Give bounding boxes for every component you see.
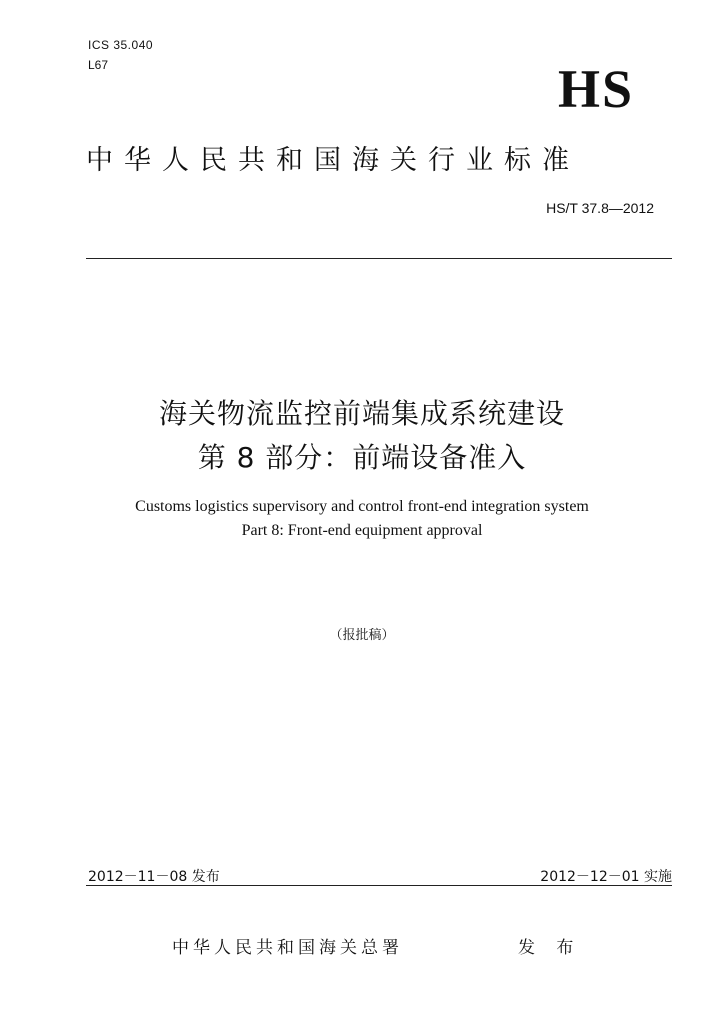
document-title-en-line1: Customs logistics supervisory and control front-end integration system (135, 498, 589, 515)
ics-code: ICS 35.040 (88, 38, 154, 52)
hs-logo: HS (557, 59, 634, 119)
document-title-cn-line2: 第 8 部分：前端设备准入 (197, 441, 527, 474)
draft-note: （报批稿） (329, 628, 395, 643)
document-title-cn-line1: 海关物流监控前端集成系统建设 (158, 397, 565, 430)
issue-label: 发 布 (518, 938, 582, 958)
classification-code: L67 (88, 58, 109, 72)
standard-number: HS/T 37.8—2012 (546, 200, 654, 216)
issuing-authority: 中华人民共和国海关总署 (172, 938, 403, 958)
top-divider (86, 258, 672, 259)
standard-title: 中华人民共和国海关行业标准 (86, 145, 580, 176)
document-title-en-line2: Part 8: Front-end equipment approval (241, 522, 483, 539)
implementation-date: 2012－12－01 实施 (540, 869, 672, 885)
issue-date: 2012－11－08 发布 (88, 869, 220, 885)
bottom-divider (86, 885, 672, 886)
